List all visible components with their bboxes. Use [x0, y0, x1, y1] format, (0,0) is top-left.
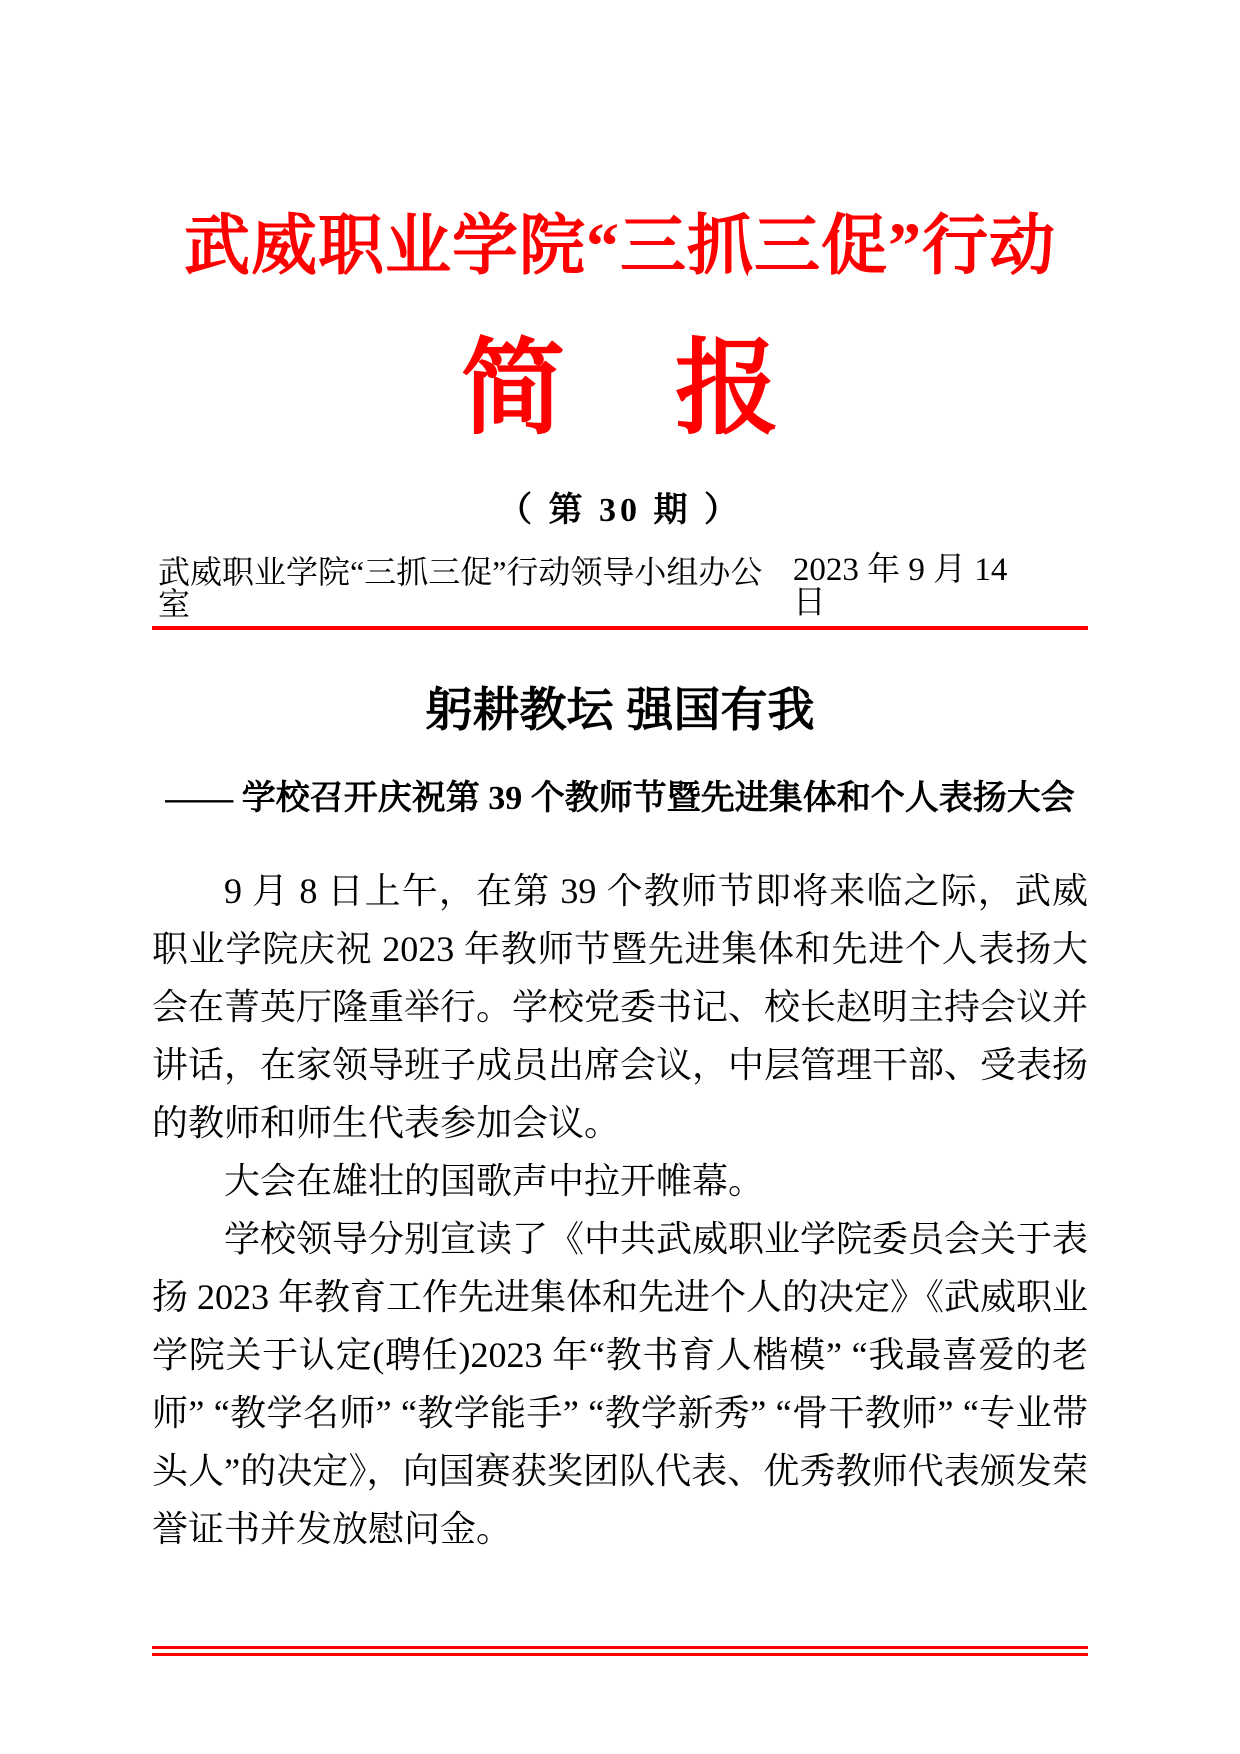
masthead-banner [0, 332, 1240, 447]
issuing-office: 武威职业学院“三抓三促”行动领导小组办公室 [158, 554, 763, 622]
article-title: 躬耕教坛 强国有我 [425, 683, 815, 736]
masthead-title: 武威职业学院“三抓三促”行动 [184, 210, 1056, 283]
paragraph: 大会在雄壮的国歌声中拉开帷幕。 [224, 1161, 765, 1201]
issue-number: （ 第 30 期 ） [498, 492, 742, 529]
footer-double-rule [152, 1646, 1088, 1656]
paragraph: 学校领导分别宣读了《中共武威职业学院委员会关于表扬 2023 年教育工作先进集体和先进个人的决定》《武威职业学院关于认定(聘任)2023 年“教书育人楷模” “我最喜爱的老师” “教学名师” “教学能手” “教学新秀” “骨干教师” “专业带头人”的决定》，向国赛获奖团队代表、优秀教师代表颁发荣誉证书并发放慰问金。 [152, 1219, 1089, 1549]
banner-char-bao: 报 [675, 332, 780, 447]
publish-date: 2023 年 9 月 14 日 [792, 552, 1008, 621]
article-subtitle: —— 学校召开庆祝第 39 个教师节暨先进集体和个人表扬大会 [165, 780, 1075, 817]
banner-char-jian: 简 [460, 332, 565, 447]
header-row [152, 554, 1088, 630]
article-body [152, 862, 1088, 1558]
paragraph: 9 月 8 日上午，在第 39 个教师节即将来临之际，武威职业学院庆祝 2023 年教师节暨先进集体和先进个人表扬大会在菁英厅隆重举行。学校党委书记、校长赵明主持会议并讲话，在家领导班子成员出席会议，中层管理干部、受表扬的教师和师生代表参加会议。 [152, 871, 1089, 1143]
